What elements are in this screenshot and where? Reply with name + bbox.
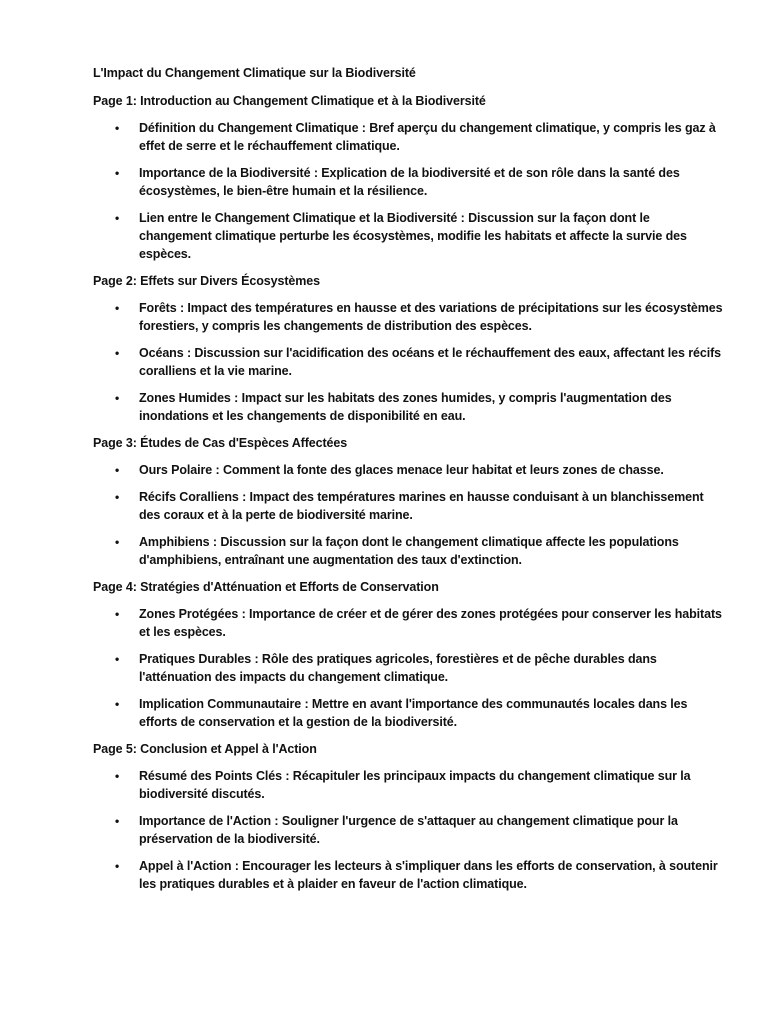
list-item-text: Importance de l'Action : Souligner l'urgence de s'attaquer au changement climatique pour la préservation de la biodiversité. — [139, 814, 678, 846]
bullet-icon: • — [115, 697, 120, 711]
list-item-text: Définition du Changement Climatique : Bref aperçu du changement climatique, y compris les gaz à effet de serre et le réchauffement climatique. — [139, 121, 716, 153]
list-item-text: Océans : Discussion sur l'acidification des océans et le réchauffement des eaux, affectant les récifs coralliens et la vie marine. — [139, 346, 721, 378]
list-item-text: Pratiques Durables : Rôle des pratiques agricoles, forestières et de pêche durables dans l'atténuation des impacts du changement climatique. — [139, 652, 657, 684]
bullet-icon: • — [115, 166, 120, 180]
bullet-icon: • — [115, 535, 120, 549]
list-item-text: Récifs Coralliens : Impact des températures marines en hausse conduisant à un blanchissement des coraux et à la perte de biodiversité marine. — [139, 490, 704, 522]
list-item-text: Importance de la Biodiversité : Explication de la biodiversité et de son rôle dans la santé des écosystèmes, le bien-être humain et la résilience. — [139, 166, 680, 198]
list-item — [93, 164, 723, 200]
document-page — [93, 64, 723, 902]
list-item-text: Zones Protégées : Importance de créer et de gérer des zones protégées pour conserver les habitats et les espèces. — [139, 607, 722, 639]
section-heading: Page 4: Stratégies d'Atténuation et Efforts de Conservation — [93, 580, 439, 594]
section-heading: Page 5: Conclusion et Appel à l'Action — [93, 742, 317, 756]
bullet-list — [93, 461, 723, 569]
bullet-icon: • — [115, 301, 120, 315]
bullet-icon: • — [115, 391, 120, 405]
section-heading: Page 3: Études de Cas d'Espèces Affectées — [93, 436, 348, 450]
list-item — [93, 461, 723, 479]
bullet-icon: • — [115, 652, 120, 666]
section-page-5 — [93, 740, 723, 893]
list-item — [93, 533, 723, 569]
bullet-icon: • — [115, 346, 120, 360]
list-item-text: Appel à l'Action : Encourager les lecteurs à s'impliquer dans les efforts de conservation, à soutenir les pratiques durables et à plaider en faveur de l'action climatique. — [139, 859, 718, 891]
list-item-text: Forêts : Impact des températures en hausse et des variations de précipitations sur les écosystèmes forestiers, y compris les changements de distribution des espèces. — [139, 301, 723, 333]
list-item-text: Résumé des Points Clés : Récapituler les principaux impacts du changement climatique sur la biodiversité discutés. — [139, 769, 691, 801]
list-item-text: Implication Communautaire : Mettre en avant l'importance des communautés locales dans les efforts de conservation et la gestion de la biodiversité. — [139, 697, 688, 729]
list-item-text: Amphibiens : Discussion sur la façon dont le changement climatique affecte les populations d'amphibiens, entraînant une augmentation des taux d'extinction. — [139, 535, 679, 567]
bullet-list — [93, 605, 723, 731]
document-title: L'Impact du Changement Climatique sur la Biodiversité — [93, 66, 416, 80]
list-item-text: Zones Humides : Impact sur les habitats des zones humides, y compris l'augmentation des inondations et les changements de disponibilité en eau. — [139, 391, 672, 423]
bullet-icon: • — [115, 814, 120, 828]
list-item — [93, 857, 723, 893]
list-item — [93, 812, 723, 848]
list-item — [93, 344, 723, 380]
bullet-list — [93, 119, 723, 263]
list-item — [93, 119, 723, 155]
bullet-icon: • — [115, 859, 120, 873]
bullet-icon: • — [115, 769, 120, 783]
bullet-icon: • — [115, 211, 120, 225]
list-item — [93, 695, 723, 731]
bullet-icon: • — [115, 463, 120, 477]
bullet-list — [93, 767, 723, 893]
list-item-text: Lien entre le Changement Climatique et la Biodiversité : Discussion sur la façon dont le changement climatique perturbe les écosystèmes, modifie les habitats et affecte la survie des espèces. — [139, 211, 687, 261]
section-page-4 — [93, 578, 723, 731]
list-item — [93, 299, 723, 335]
bullet-icon: • — [115, 607, 120, 621]
section-heading: Page 2: Effets sur Divers Écosystèmes — [93, 274, 320, 288]
list-item — [93, 389, 723, 425]
section-page-3 — [93, 434, 723, 569]
bullet-icon: • — [115, 121, 120, 135]
list-item — [93, 209, 723, 263]
list-item-text: Ours Polaire : Comment la fonte des glaces menace leur habitat et leurs zones de chasse. — [139, 463, 664, 477]
list-item — [93, 650, 723, 686]
list-item — [93, 767, 723, 803]
section-page-1 — [93, 92, 723, 263]
bullet-icon: • — [115, 490, 120, 504]
bullet-list — [93, 299, 723, 425]
section-heading: Page 1: Introduction au Changement Climatique et à la Biodiversité — [93, 94, 486, 108]
list-item — [93, 488, 723, 524]
list-item — [93, 605, 723, 641]
section-page-2 — [93, 272, 723, 425]
